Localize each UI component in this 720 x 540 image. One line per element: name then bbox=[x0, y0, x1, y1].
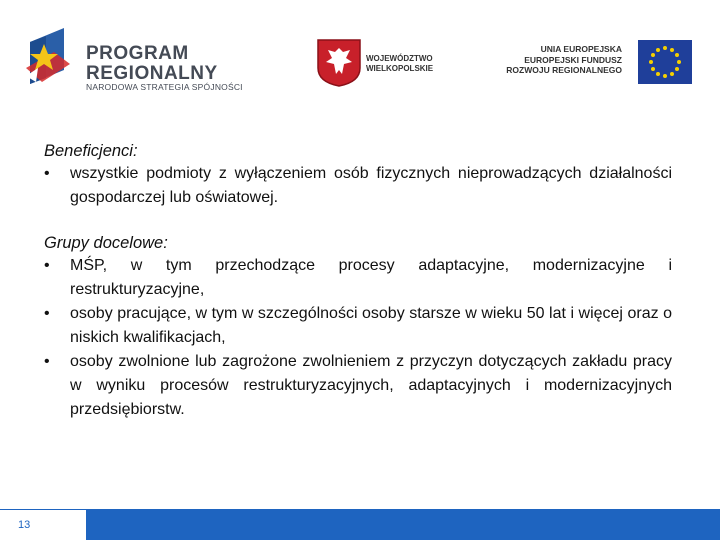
list-item bbox=[44, 254, 672, 302]
wielkopolskie-logo bbox=[316, 38, 446, 88]
list-item-text: wszystkie podmioty z wyłączeniem osób fizycznych nieprowadzących działalności gospodarczej lub oświatowej. bbox=[70, 165, 672, 206]
bullet-icon: • bbox=[44, 165, 50, 182]
list-item-text: osoby zwolnione lub zagrożone zwolnieniem z przyczyn dotyczących zakładu pracy w wyniku procesów restrukturyzacyjnych, adaptacyjnych i modernizacyjnych przedsiębiorstw. bbox=[70, 353, 672, 418]
eu-line1: UNIA EUROPEJSKA bbox=[540, 44, 622, 54]
eu-flag-icon bbox=[638, 40, 692, 84]
list-item bbox=[44, 302, 672, 350]
list-item-text: osoby pracujące, w tym w szczególności osoby starsze w wieku 50 lat i więcej oraz o niskich kwalifikacjach, bbox=[70, 305, 672, 346]
program-title-line2: REGIONALNY bbox=[86, 63, 218, 84]
bullet-icon: • bbox=[44, 305, 50, 322]
bullet-icon: • bbox=[44, 353, 50, 370]
page-number: 13 bbox=[18, 519, 31, 531]
beneficiaries-heading: Beneficjenci: bbox=[44, 142, 138, 160]
program-regionalny-logo bbox=[24, 24, 254, 96]
page-number-box bbox=[0, 509, 86, 540]
program-subtitle: NARODOWA STRATEGIA SPÓJNOŚCI bbox=[86, 82, 243, 92]
eu-line3: ROZWOJU REGIONALNEGO bbox=[506, 65, 622, 75]
list-item bbox=[44, 350, 672, 422]
list-item-text: MŚP, w tym przechodzące procesy adaptacyjne, modernizacyjne i restrukturyzacyjne, bbox=[70, 257, 672, 298]
target-groups-list bbox=[44, 254, 672, 422]
bullet-icon: • bbox=[44, 257, 50, 274]
target-groups-heading: Grupy docelowe: bbox=[44, 234, 168, 252]
beneficiaries-list bbox=[44, 162, 672, 210]
eu-line2: EUROPEJSKI FUNDUSZ bbox=[524, 54, 622, 65]
logo-header bbox=[0, 0, 720, 110]
voivodeship-line2: WIELKOPOLSKIE bbox=[366, 64, 434, 73]
slide-content bbox=[44, 140, 672, 422]
program-regionalny-emblem-icon bbox=[24, 24, 80, 96]
program-title-line1: PROGRAM bbox=[86, 43, 189, 64]
eu-logo bbox=[496, 40, 696, 90]
list-item bbox=[44, 162, 672, 210]
footer-bar bbox=[0, 509, 720, 540]
eagle-crest-icon bbox=[316, 38, 362, 88]
voivodeship-line1: WOJEWÓDZTWO bbox=[366, 54, 433, 63]
